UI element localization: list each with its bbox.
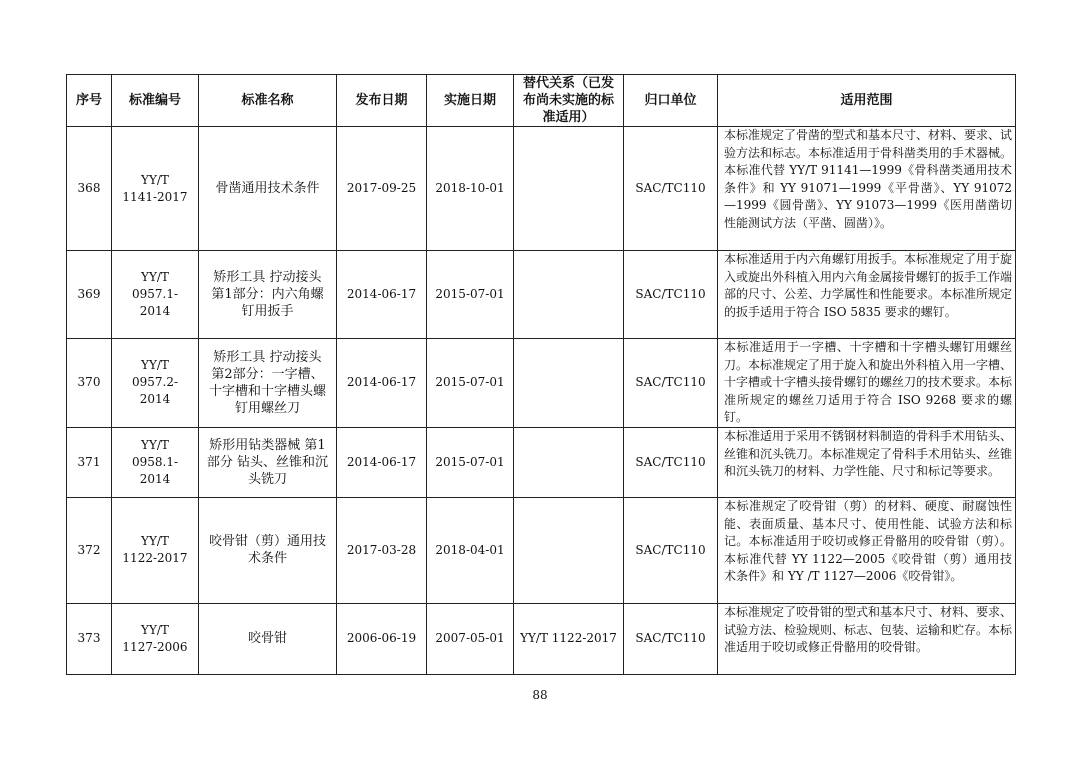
table-row [67,127,1016,251]
header-seq: 序号 [67,75,112,127]
table-row [67,603,1016,674]
header-row [67,75,1016,127]
cell-replacement [514,497,624,603]
standards-table [66,74,1016,675]
table-row [67,427,1016,497]
cell-code: YY/T 0957.1-2014 [112,251,199,339]
cell-seq: 368 [67,127,112,251]
cell-code: YY/T 1122-2017 [112,497,199,603]
cell-publish-date: 2014-06-17 [337,251,427,339]
cell-implement-date: 2018-04-01 [427,497,514,603]
header-scope: 适用范围 [718,75,1016,127]
header-code: 标准编号 [112,75,199,127]
cell-replacement [514,339,624,428]
cell-seq: 372 [67,497,112,603]
header-publish-date: 发布日期 [337,75,427,127]
cell-implement-date: 2007-05-01 [427,603,514,674]
cell-code: YY/T 0958.1-2014 [112,427,199,497]
cell-department: SAC/TC110 [624,339,718,428]
cell-scope: 本标准规定了咬骨钳（剪）的材料、硬度、耐腐蚀性能、表面质量、基本尺寸、使用性能、试验方法和标记。本标准适用于咬切或修正骨骼用的咬骨钳（剪）。本标准代替 YY 1122—2005《咬骨钳（剪）通用技术条件》和 YY /T 1127—2006《咬骨钳》。 [718,497,1016,603]
cell-publish-date: 2014-06-17 [337,339,427,428]
cell-department: SAC/TC110 [624,427,718,497]
cell-replacement [514,427,624,497]
cell-implement-date: 2018-10-01 [427,127,514,251]
cell-scope: 本标准规定了骨凿的型式和基本尺寸、材料、要求、试验方法和标志。本标准适用于骨科凿类用的手术器械。本标准代替 YY/T 91141—1999《骨科凿类通用技术条件》和 YY 91071—1999《平骨凿》、YY 91072—1999《圆骨凿》、YY 91073—1999《医用凿凿切性能测试方法（平凿、圆凿）》。 [718,127,1016,251]
cell-department: SAC/TC110 [624,603,718,674]
cell-implement-date: 2015-07-01 [427,339,514,428]
cell-code: YY/T 1127-2006 [112,603,199,674]
cell-publish-date: 2014-06-17 [337,427,427,497]
cell-department: SAC/TC110 [624,251,718,339]
cell-scope: 本标准适用于采用不锈钢材料制造的骨科手术用钻头、丝锥和沉头铣刀。本标准规定了骨科手术用钻头、丝锥和沉头铣刀的材料、力学性能、尺寸和标记等要求。 [718,427,1016,497]
cell-scope: 本标准适用于一字槽、十字槽和十字槽头螺钉用螺丝刀。本标准规定了用于旋入和旋出外科植入用一字槽、十字槽或十字槽头接骨螺钉的螺丝刀的技术要求。本标准所规定的螺丝刀适用于符合 ISO 9268 要求的螺钉。 [718,339,1016,428]
header-department: 归口单位 [624,75,718,127]
cell-name: 矫形用钻类器械 第1部分 钻头、丝锥和沉头铣刀 [199,427,337,497]
cell-replacement [514,127,624,251]
cell-publish-date: 2017-03-28 [337,497,427,603]
cell-scope: 本标准适用于内六角螺钉用扳手。本标准规定了用于旋入或旋出外科植入用内六角金属接骨螺钉的扳手工作端部的尺寸、公差、力学属性和性能要求。本标准所规定的扳手适用于符合 ISO 5835 要求的螺钉。 [718,251,1016,339]
header-implement-date: 实施日期 [427,75,514,127]
cell-code: YY/T 0957.2-2014 [112,339,199,428]
cell-name: 咬骨钳 [199,603,337,674]
page-number: 88 [532,688,548,702]
header-name: 标准名称 [199,75,337,127]
cell-replacement [514,251,624,339]
cell-publish-date: 2006-06-19 [337,603,427,674]
cell-scope: 本标准规定了咬骨钳的型式和基本尺寸、材料、要求、试验方法、检验规则、标志、包装、运输和贮存。本标准适用于咬切或修正骨骼用的咬骨钳。 [718,603,1016,674]
cell-code: YY/T 1141-2017 [112,127,199,251]
cell-name: 骨凿通用技术条件 [199,127,337,251]
cell-replacement: YY/T 1122-2017 [514,603,624,674]
cell-implement-date: 2015-07-01 [427,427,514,497]
cell-seq: 370 [67,339,112,428]
header-replacement: 替代关系（已发布尚未实施的标准适用） [514,75,624,127]
cell-name: 咬骨钳（剪）通用技术条件 [199,497,337,603]
cell-name: 矫形工具 拧动接头 第2部分：一字槽、十字槽和十字槽头螺钉用螺丝刀 [199,339,337,428]
cell-department: SAC/TC110 [624,497,718,603]
cell-department: SAC/TC110 [624,127,718,251]
cell-seq: 373 [67,603,112,674]
cell-publish-date: 2017-09-25 [337,127,427,251]
table-row [67,497,1016,603]
table-row [67,251,1016,339]
cell-seq: 371 [67,427,112,497]
cell-seq: 369 [67,251,112,339]
cell-name: 矫形工具 拧动接头 第1部分：内六角螺钉用扳手 [199,251,337,339]
table-row [67,339,1016,428]
cell-implement-date: 2015-07-01 [427,251,514,339]
